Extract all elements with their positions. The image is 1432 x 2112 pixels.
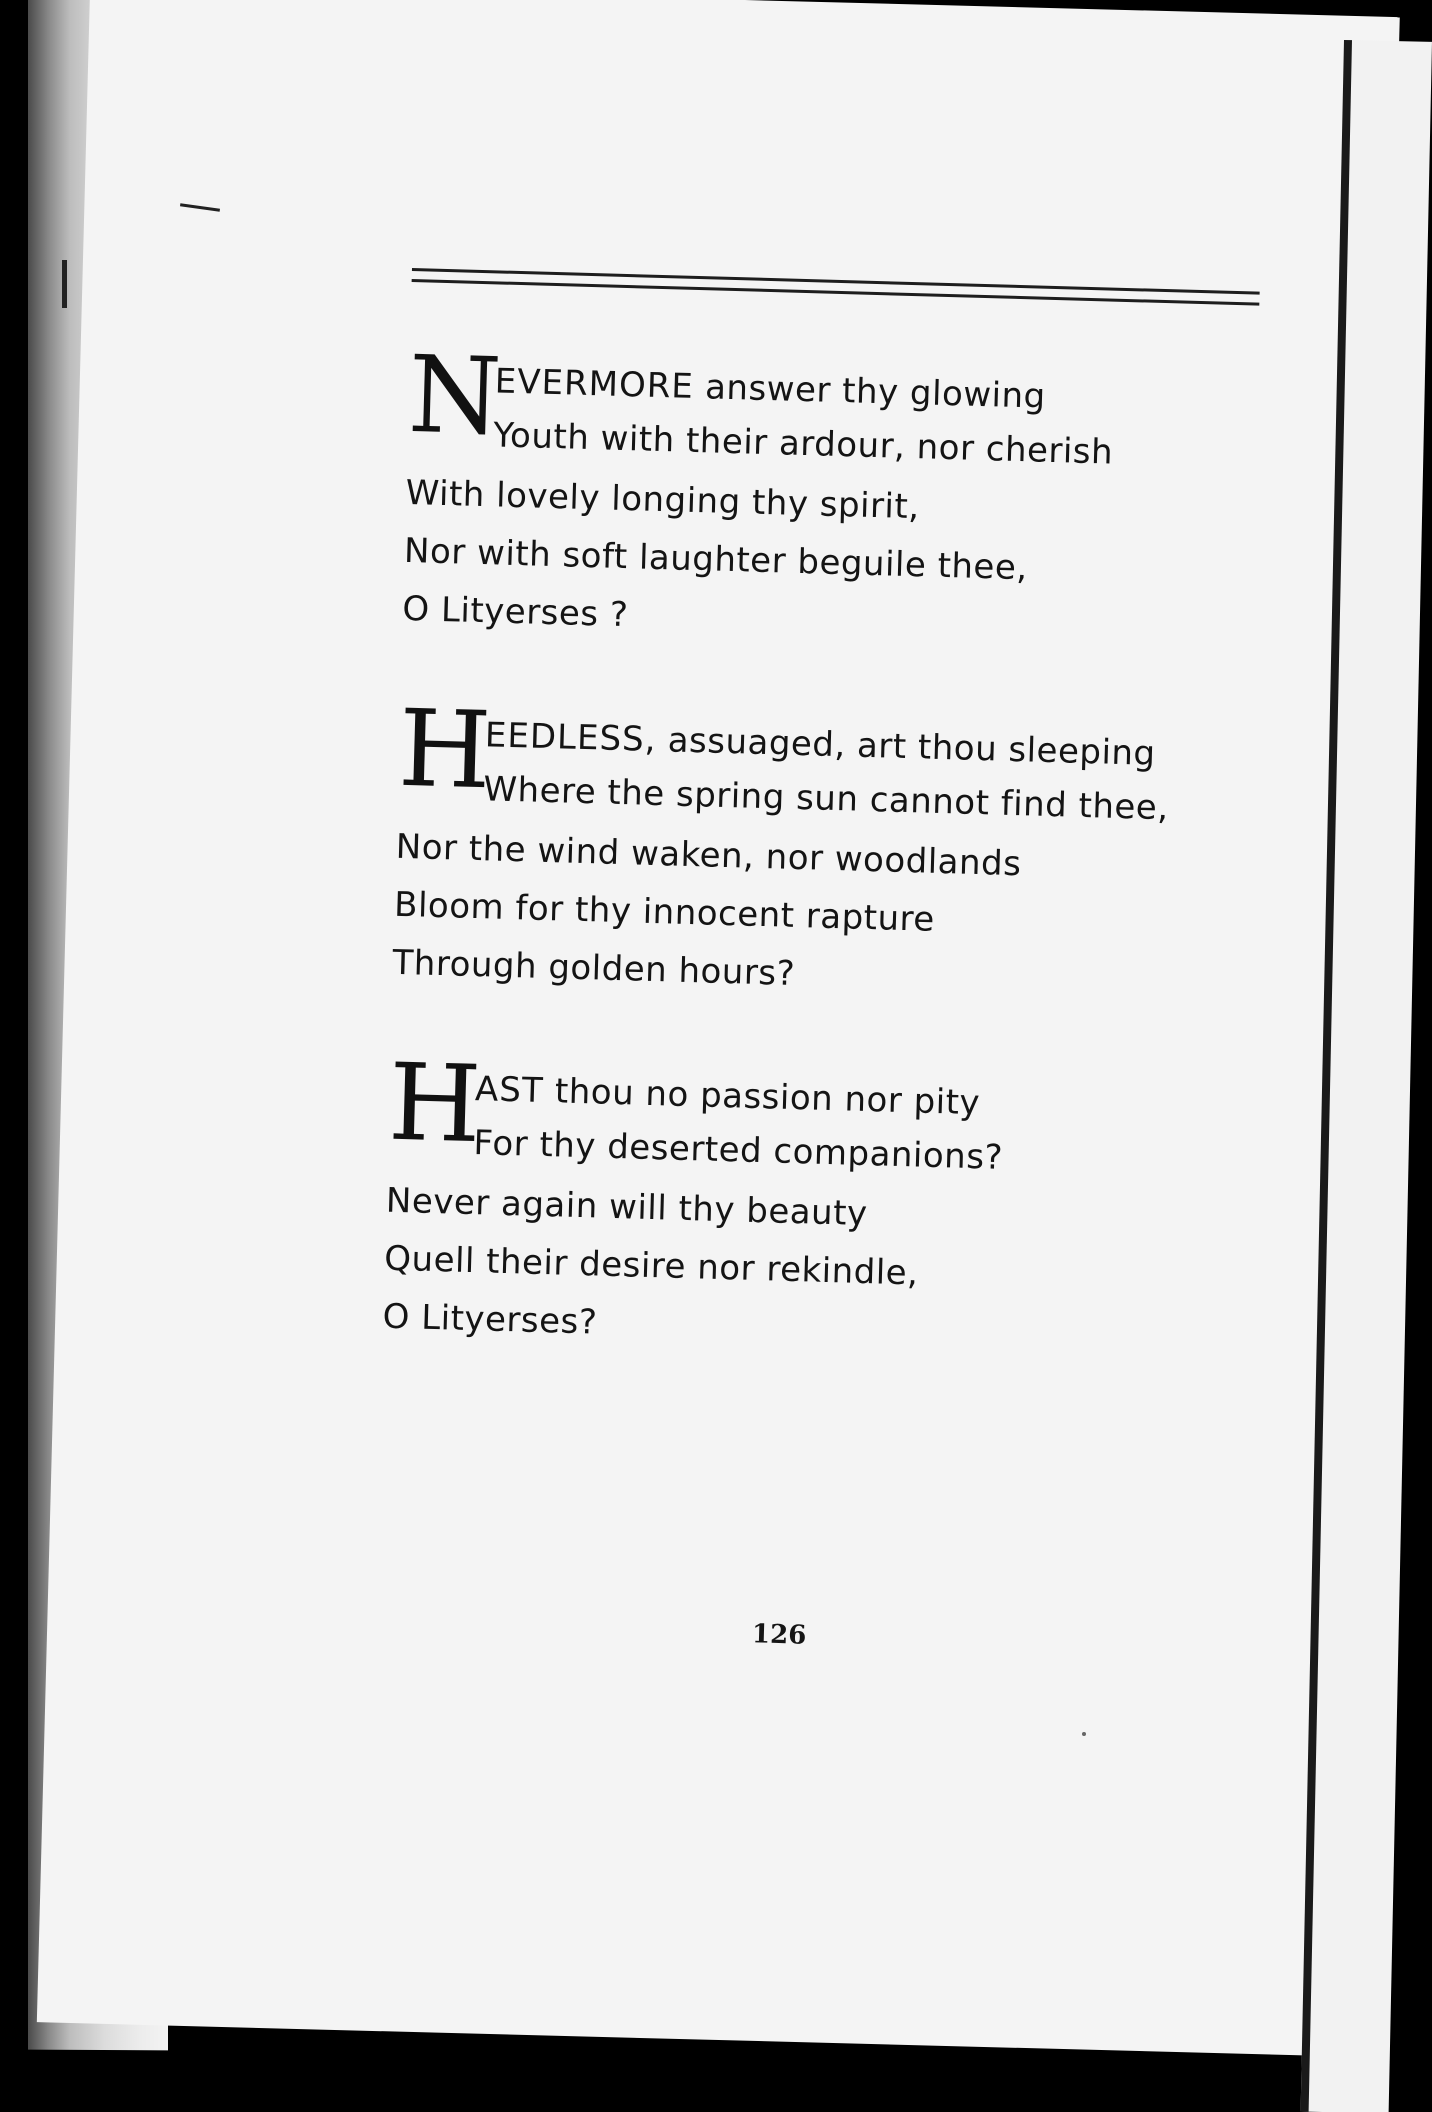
- verse-line: Nor the wind waken, nor woodlands: [395, 826, 1022, 885]
- caps-lead: AST: [474, 1069, 545, 1111]
- verse-line: O Lityerses ?: [401, 588, 629, 636]
- verse-line: Quell their desire nor rekindle,: [383, 1238, 919, 1294]
- verse-line: Nor with soft laughter beguile thee,: [403, 530, 1029, 589]
- second-line: Where the spring sun cannot find thee,: [482, 769, 1170, 829]
- verse-line: O Lityerses?: [382, 1296, 598, 1343]
- second-line: Youth with their ardour, nor cherish: [492, 415, 1114, 473]
- stanza-opening: [386, 1040, 1250, 1196]
- paper-speck: [1082, 1732, 1086, 1736]
- margin-tick: [62, 260, 67, 308]
- stanza-2: [392, 686, 1260, 1016]
- verse-line: Through golden hours?: [392, 942, 796, 994]
- drop-cap: H: [386, 1040, 483, 1167]
- drop-cap: N: [406, 332, 503, 459]
- first-line-rest: thou no passion nor pity: [543, 1071, 981, 1124]
- verse-line: With lovely longing thy spirit,: [405, 472, 921, 528]
- poem-content: [380, 268, 1271, 1432]
- stanza-1: [401, 332, 1270, 662]
- page-number: 126: [751, 1619, 807, 1651]
- stanza-opening: [396, 686, 1260, 842]
- drop-cap: H: [396, 686, 493, 813]
- second-line: For thy deserted companions?: [473, 1123, 1004, 1178]
- caps-lead: EVERMORE: [494, 361, 695, 407]
- verse-line: Never again will thy beauty: [385, 1180, 869, 1235]
- stanza-opening: [406, 332, 1270, 488]
- stanza-3: [382, 1040, 1250, 1370]
- first-line-rest: assuaged, art thou sleeping: [655, 720, 1157, 774]
- caps-lead: EEDLESS,: [484, 715, 658, 761]
- first-line-rest: answer thy glowing: [693, 366, 1047, 417]
- verse-line: Bloom for thy innocent rapture: [393, 884, 936, 940]
